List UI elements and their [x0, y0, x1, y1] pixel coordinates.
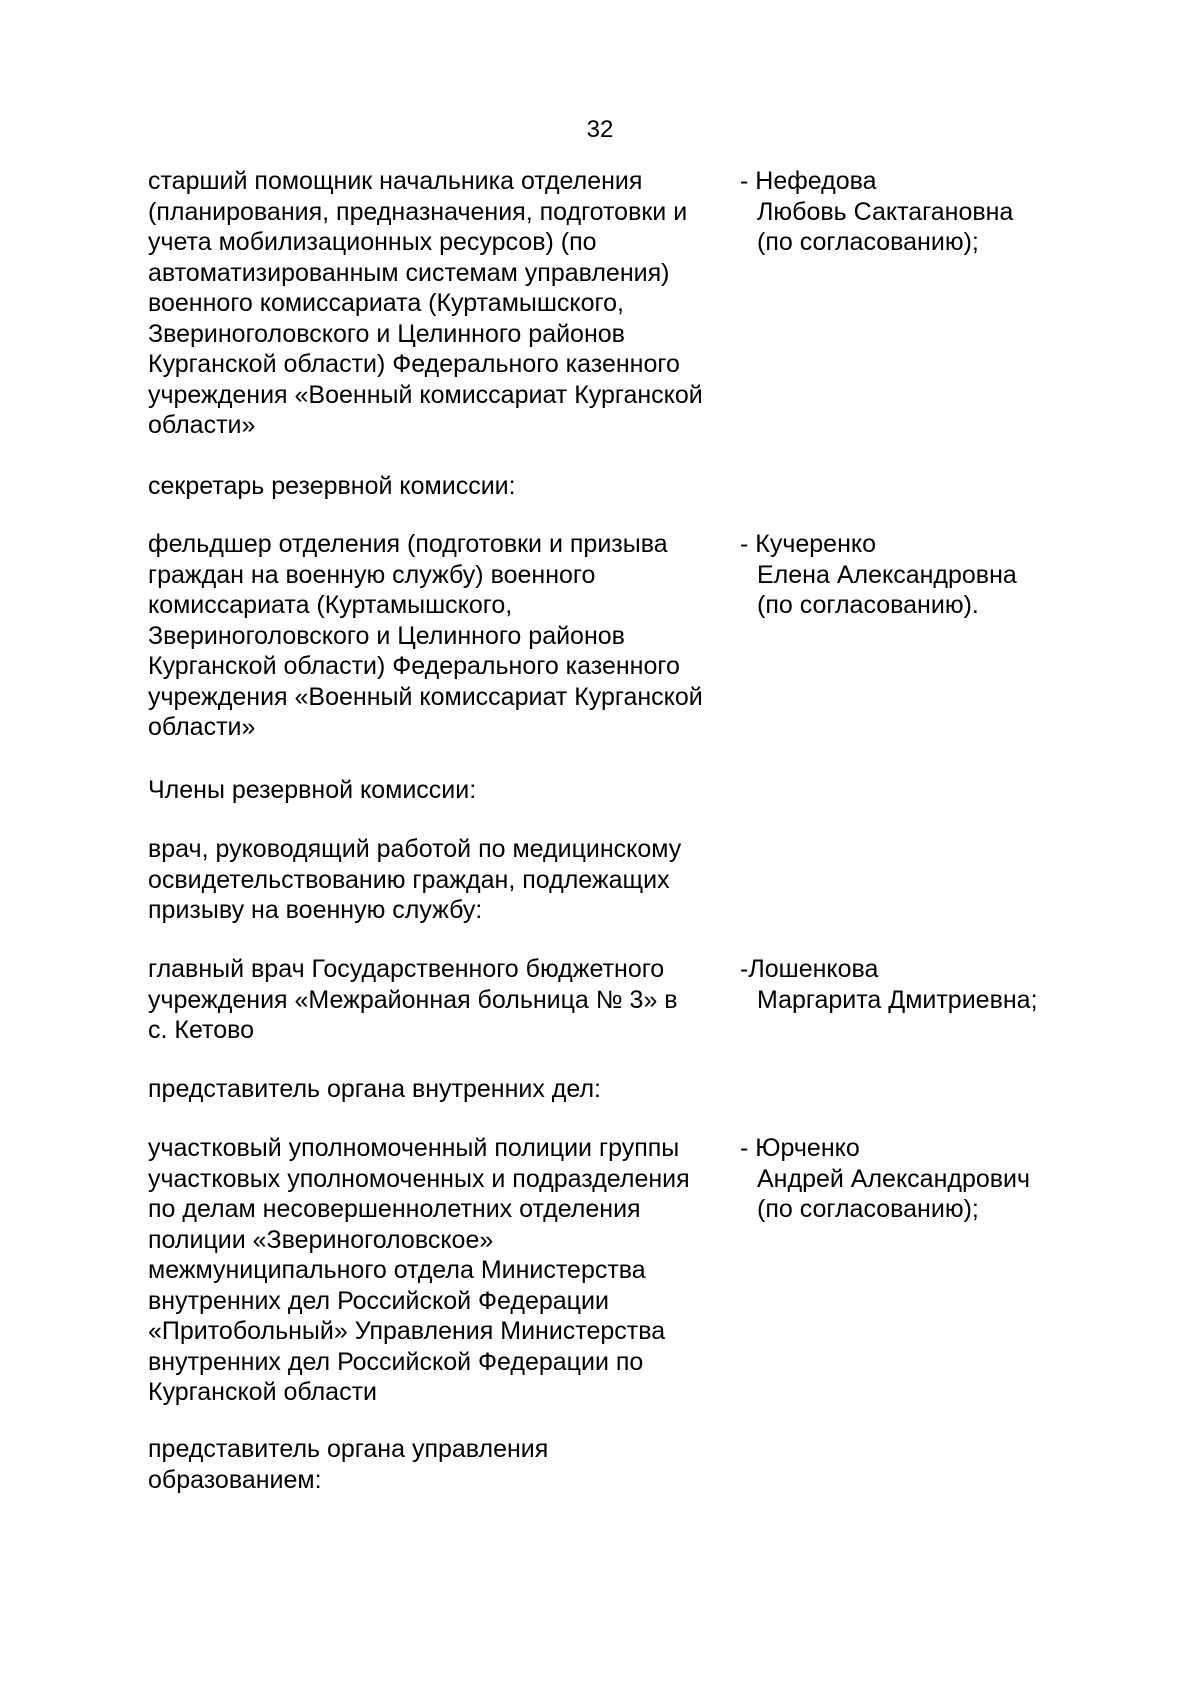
heading-doctor — [148, 834, 1148, 926]
position-line: с. Кетово — [148, 1016, 255, 1044]
position-line: главный врач Государственного бюджетного — [148, 955, 665, 983]
heading-line: призыву на военную службу: — [148, 896, 483, 924]
member-given-names: Любовь Сактагановна — [757, 197, 1014, 226]
position-line: Курганской области) Федерального казенного — [148, 652, 680, 680]
member-name — [740, 166, 1140, 441]
position-line: области» — [148, 411, 256, 439]
position-line: участковых уполномоченных и подразделения — [148, 1164, 690, 1193]
position-description — [148, 954, 740, 1046]
dash: - — [740, 1134, 756, 1162]
dash: - — [740, 167, 756, 195]
heading-line: освидетельствованию граждан, подлежащих — [148, 865, 670, 894]
member-note: (по согласованию); — [757, 228, 979, 256]
position-line: межмуниципального отдела Министерства — [148, 1256, 646, 1284]
position-line: по делам несовершеннолетних отделения — [148, 1195, 641, 1223]
commission-entry-4 — [148, 1133, 1148, 1408]
member-given-names: Андрей Александрович — [757, 1164, 1031, 1193]
heading-line: образованием: — [148, 1465, 322, 1494]
member-surname-line — [740, 954, 1140, 985]
position-line: внутренних дел Российской Федерации — [148, 1286, 609, 1315]
position-line: участковый уполномоченный полиции группы — [148, 1134, 680, 1162]
position-line: «Притобольный» Управления Министерства — [148, 1317, 666, 1345]
dash: - — [740, 530, 756, 558]
heading-line: представитель органа управления — [148, 1435, 549, 1463]
position-description — [148, 529, 740, 743]
member-given-names: Елена Александровна — [757, 560, 1017, 589]
member-surname-line — [740, 529, 1140, 560]
member-given-names: Маргарита Дмитриевна; — [757, 985, 1038, 1014]
position-line: фельдшер отделения (подготовки и призыва — [148, 530, 668, 558]
position-line: учреждения «Военный комиссариат Курганской — [148, 682, 703, 711]
heading-secretary: секретарь резервной комиссии: — [148, 472, 516, 500]
member-surname: Юрченко — [755, 1134, 860, 1162]
position-line: военного комиссариата (Куртамышского, — [148, 289, 624, 317]
position-line: Звериноголовского и Целинного районов — [148, 319, 625, 348]
page-number: 32 — [586, 116, 614, 143]
member-note: (по согласованию). — [757, 591, 979, 619]
position-line: полиции «Звериноголовское» — [148, 1225, 494, 1254]
dash: - — [740, 955, 749, 983]
member-name — [740, 954, 1140, 1046]
commission-entry-3 — [148, 954, 1148, 1046]
position-line: учреждения «Межрайонная больница № 3» в — [148, 985, 678, 1014]
position-description — [148, 166, 740, 441]
position-line: учета мобилизационных ресурсов) (по — [148, 228, 597, 256]
member-surname-line — [740, 166, 1140, 197]
commission-entry-1 — [148, 166, 1148, 441]
heading-police: представитель органа внутренних дел: — [148, 1075, 602, 1103]
member-name — [740, 529, 1140, 743]
position-line: (планирования, предназначения, подготовки и — [148, 197, 688, 226]
member-surname-line — [740, 1133, 1140, 1164]
position-line: внутренних дел Российской Федерации по — [148, 1347, 644, 1376]
position-line: Курганской области) Федерального казенного — [148, 350, 680, 378]
member-surname: Кучеренко — [755, 530, 877, 558]
member-note: (по согласованию); — [757, 1195, 979, 1223]
commission-entry-2 — [148, 529, 1148, 743]
member-surname: Нефедова — [755, 167, 877, 195]
position-line: старший помощник начальника отделения — [148, 167, 643, 195]
heading-education — [148, 1434, 1148, 1495]
heading-line: врач, руководящий работой по медицинскому — [148, 835, 682, 863]
position-line: области» — [148, 713, 256, 741]
member-name — [740, 1133, 1140, 1408]
member-surname: Лошенкова — [748, 955, 879, 983]
heading-members: Члены резервной комиссии: — [148, 776, 477, 804]
position-line: автоматизированным системам управления) — [148, 258, 670, 287]
position-line: Звериноголовского и Целинного районов — [148, 621, 625, 650]
position-description — [148, 1133, 740, 1408]
position-line: учреждения «Военный комиссариат Курганской — [148, 380, 703, 409]
position-line: Курганской области — [148, 1378, 378, 1406]
position-line: граждан на военную службу) военного — [148, 560, 596, 589]
position-line: комиссариата (Куртамышского, — [148, 591, 513, 619]
